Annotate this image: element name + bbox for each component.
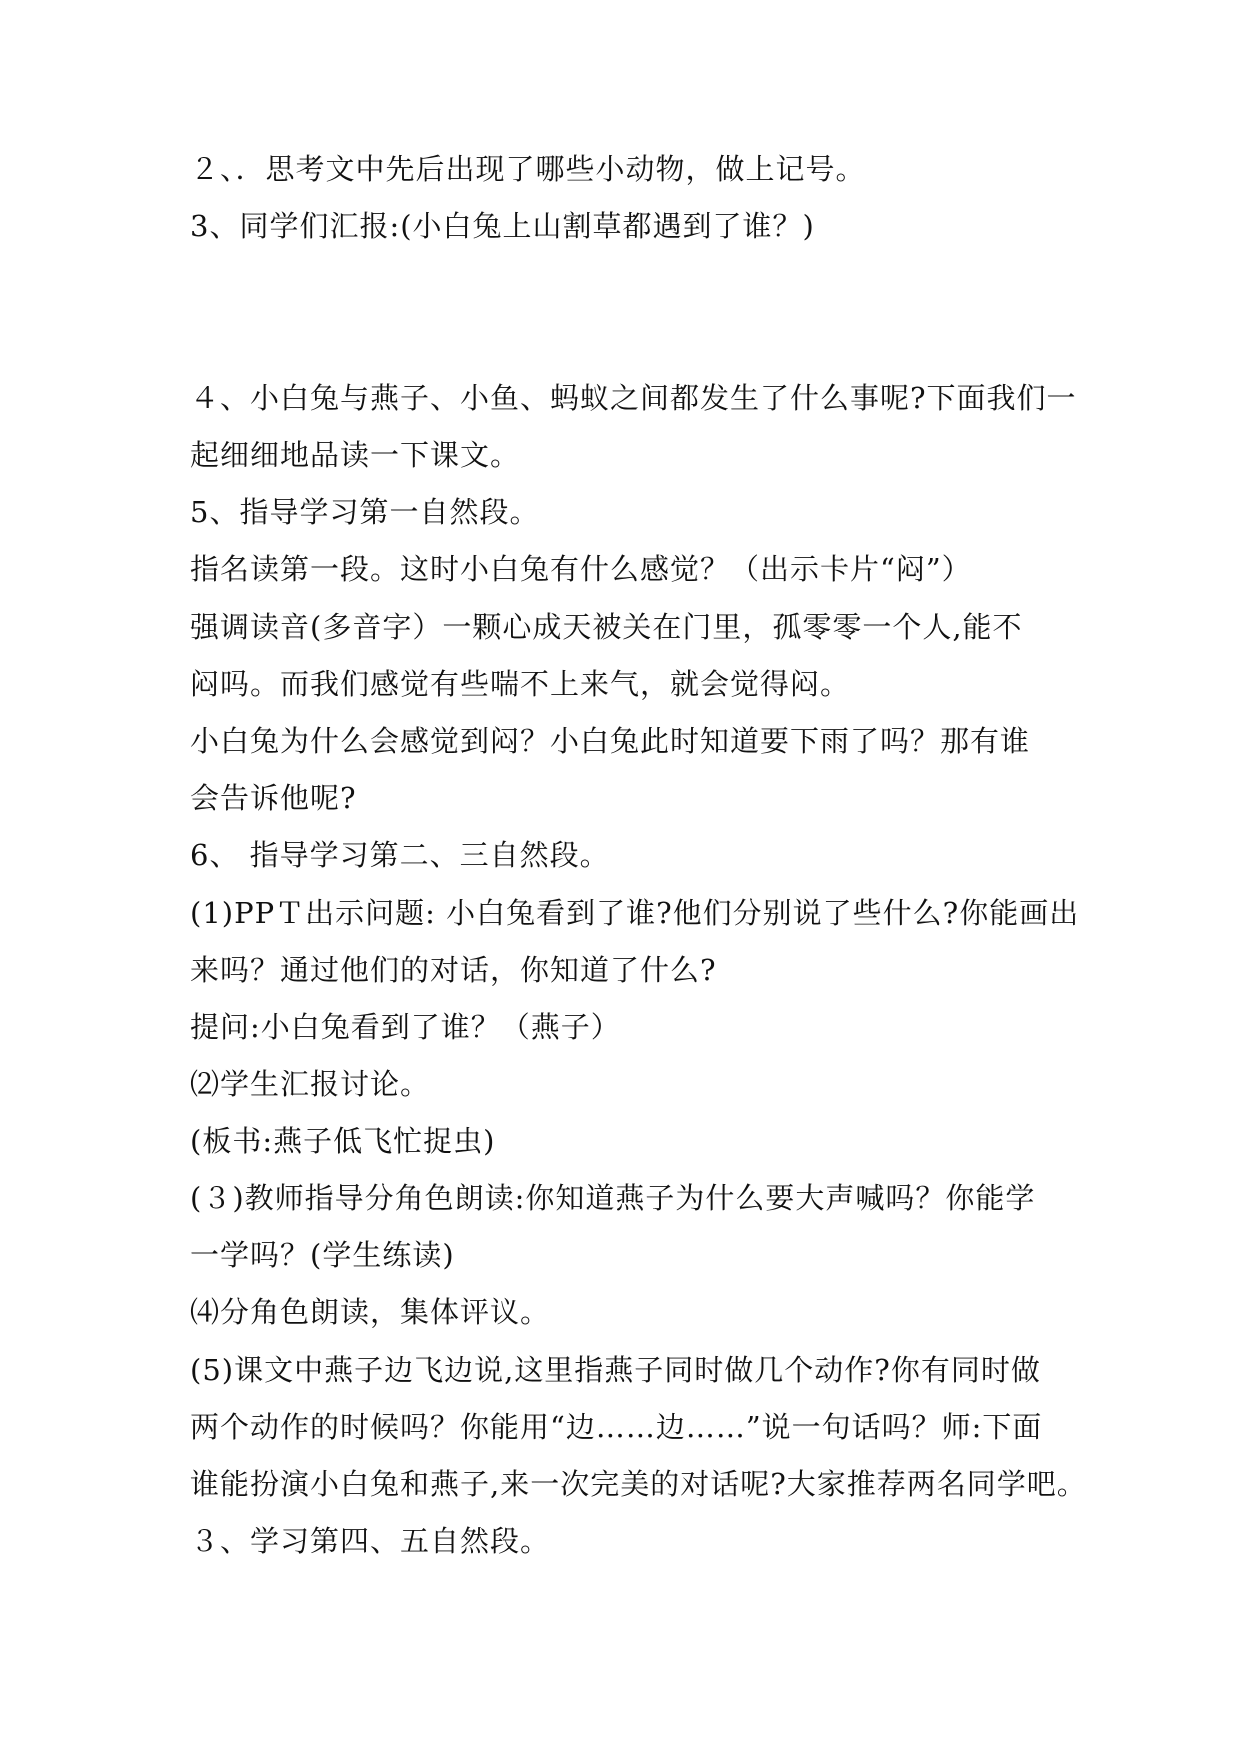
text-line: 6、 指导学习第二、三自然段。 bbox=[190, 838, 610, 872]
text-line: 提问:小白兔看到了谁？（燕子） bbox=[190, 1010, 621, 1044]
text-line: (板书:燕子低飞忙捉虫) bbox=[190, 1124, 496, 1158]
text-line: ３、学习第四、五自然段。 bbox=[190, 1524, 551, 1558]
text-line: (３)教师指导分角色朗读:你知道燕子为什么要大声喊吗？你能学 bbox=[190, 1181, 1036, 1215]
text-line: ⑵学生汇报讨论。 bbox=[190, 1067, 431, 1101]
text-line: 强调读音(多音字）一颗心成天被关在门里，孤零零一个人,能不 bbox=[190, 610, 1023, 644]
text-line: ２、．思考文中先后出现了哪些小动物，做上记号。 bbox=[190, 152, 866, 186]
text-line: 一学吗？(学生练读) bbox=[190, 1238, 455, 1272]
text-line: ⑷分角色朗读，集体评议。 bbox=[190, 1295, 551, 1329]
text-line: 小白兔为什么会感觉到闷？小白兔此时知道要下雨了吗？那有谁 bbox=[190, 724, 1031, 758]
text-line: 来吗？通过他们的对话，你知道了什么? bbox=[190, 953, 717, 987]
text-line: (5)课文中燕子边飞边说,这里指燕子同时做几个动作?你有同时做 bbox=[190, 1353, 1041, 1387]
text-line: 谁能扮演小白兔和燕子,来一次完美的对话呢?大家推荐两名同学吧。 bbox=[190, 1467, 1087, 1501]
text-line: 指名读第一段。这时小白兔有什么感觉？（出示卡片“闷”） bbox=[190, 552, 972, 586]
text-line: (1)PPＴ出示问题: 小白兔看到了谁?他们分别说了些什么?你能画出 bbox=[190, 896, 1080, 930]
text-line: 闷吗。而我们感觉有些喘不上来气，就会觉得闷。 bbox=[190, 667, 851, 701]
text-line: ４、小白兔与燕子、小鱼、蚂蚁之间都发生了什么事呢?下面我们一 bbox=[190, 381, 1077, 415]
text-line: 3、同学们汇报:(小白兔上山割草都遇到了谁？) bbox=[190, 209, 815, 243]
text-line: 两个动作的时候吗？你能用“边……边……”说一句话吗？师:下面 bbox=[190, 1410, 1043, 1444]
text-line: 5、指导学习第一自然段。 bbox=[190, 495, 540, 529]
text-line: 起细细地品读一下课文。 bbox=[190, 438, 521, 472]
text-line: 会告诉他呢? bbox=[190, 781, 357, 815]
